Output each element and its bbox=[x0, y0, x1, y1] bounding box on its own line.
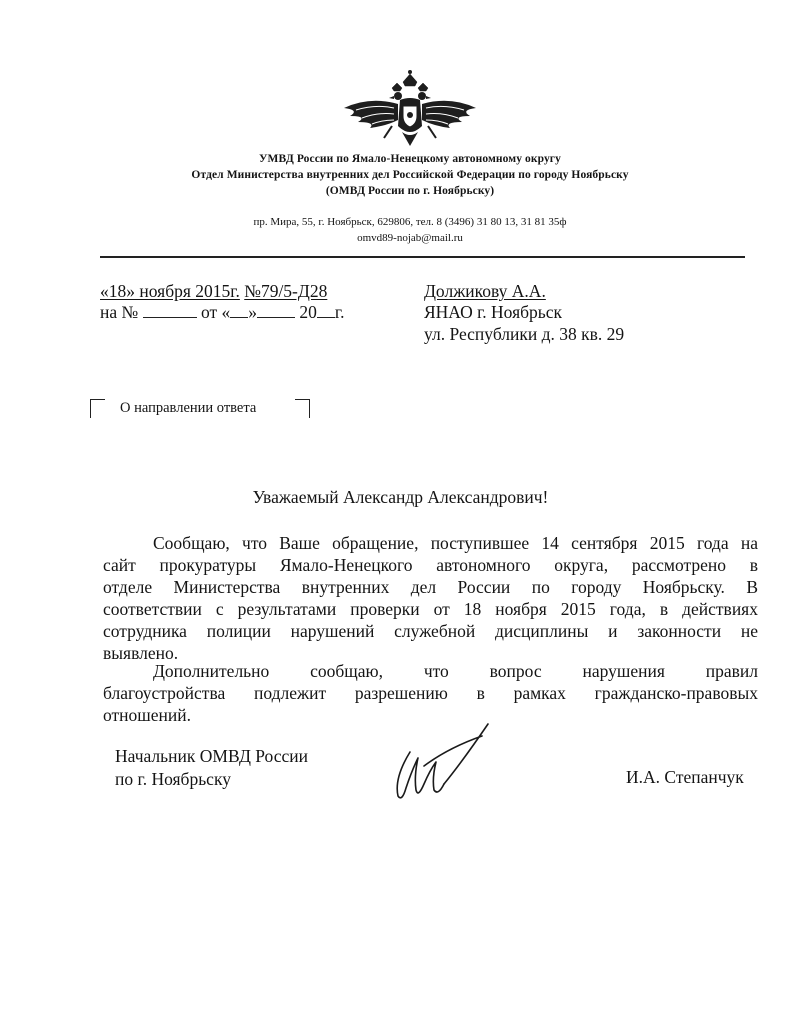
body-paragraph-2 bbox=[103, 660, 758, 726]
body-paragraph-1 bbox=[103, 532, 758, 664]
incoming-reference bbox=[100, 302, 344, 323]
salutation: Уважаемый Александр Александрович! bbox=[252, 487, 549, 507]
subject-bracket-right bbox=[295, 399, 310, 418]
ref-year: 20 bbox=[299, 302, 317, 322]
subject-bracket-left bbox=[90, 399, 105, 418]
paragraph-line: отношений. bbox=[103, 705, 191, 725]
paragraph-line: соответствии с результатами проверки от 18 ноября 2015 года, в действиях bbox=[103, 599, 758, 619]
header-address: пр. Мира, 55, г. Ноябрьск, 629806, тел. 8 (3496) 31 80 13, 31 81 35ф bbox=[253, 216, 567, 228]
signatory-title-line-2: по г. Ноябрьску bbox=[115, 769, 231, 789]
paragraph-line: Дополнительно сообщаю, что вопрос нарушения правил bbox=[153, 661, 758, 681]
paragraph-line: Сообщаю, что Ваше обращение, поступившее 14 сентября 2015 года на bbox=[153, 533, 758, 553]
paragraph-line: выявлено. bbox=[103, 643, 179, 663]
ref-from: от « bbox=[200, 302, 231, 322]
ref-suffix: г. bbox=[334, 302, 345, 322]
recipient-street: ул. Республики д. 38 кв. 29 bbox=[424, 324, 625, 344]
paragraph-line: сотрудника полиции нарушений служебной дисциплины и законности не bbox=[103, 621, 758, 641]
signatory-title-line-1: Начальник ОМВД России bbox=[115, 746, 309, 766]
header-email: omvd89-nojab@mail.ru bbox=[357, 232, 463, 244]
header-line-3: (ОМВД России по г. Ноябрьску) bbox=[325, 185, 495, 197]
paragraph-line: благоустройства подлежит разрешению в рамках гражданско-правовых bbox=[103, 683, 758, 703]
handwritten-signature-icon bbox=[388, 718, 500, 808]
ref-day-blank bbox=[230, 303, 248, 318]
header-line-1: УМВД России по Ямало-Ненецкому автономному округу bbox=[259, 153, 561, 165]
ref-mid: » bbox=[248, 302, 258, 322]
paragraph-line: сайт прокуратуры Ямало-Ненецкого автономного округа, рассмотрено в bbox=[103, 555, 758, 575]
paragraph-line: отделе Министерства внутренних дел России по городу Ноябрьску. В bbox=[103, 577, 758, 597]
recipient-name: Должикову А.А. bbox=[424, 281, 546, 301]
header-divider bbox=[100, 256, 745, 258]
signatory-name: И.А. Степанчук bbox=[626, 767, 744, 787]
header-line-2: Отдел Министерства внутренних дел Российской Федерации по городу Ноябрьску bbox=[191, 169, 629, 181]
letter-subject: О направлении ответа bbox=[120, 400, 257, 416]
ref-prefix: на № bbox=[100, 302, 139, 322]
ref-number-blank bbox=[143, 303, 197, 318]
outgoing-reference bbox=[100, 281, 327, 302]
letter-number: №79/5-Д28 bbox=[244, 281, 328, 301]
recipient-city: ЯНАО г. Ноябрьск bbox=[424, 302, 563, 322]
mvd-emblem-icon bbox=[330, 66, 490, 156]
ref-year-blank bbox=[317, 303, 335, 318]
ref-month-blank bbox=[257, 303, 295, 318]
letter-date: «18» ноября 2015г. bbox=[100, 281, 240, 301]
